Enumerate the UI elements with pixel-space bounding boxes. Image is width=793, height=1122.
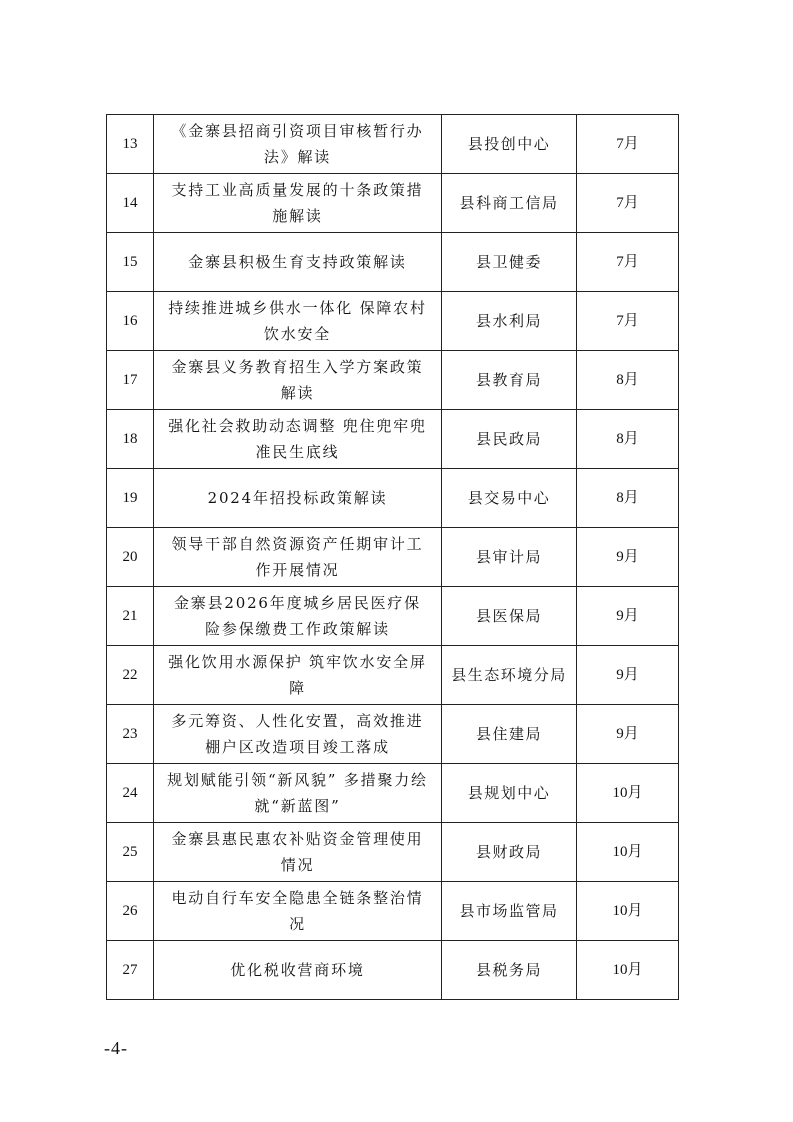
row-department: 县审计局 (442, 528, 577, 587)
row-month: 10月 (577, 941, 679, 1000)
row-department: 县科商工信局 (442, 174, 577, 233)
row-month: 7月 (577, 174, 679, 233)
table-row (107, 941, 679, 1000)
row-title: 强化社会救助动态调整 兜住兜牢兜准民生底线 (154, 410, 442, 469)
row-title: 强化饮用水源保护 筑牢饮水安全屏障 (154, 646, 442, 705)
row-month: 9月 (577, 528, 679, 587)
row-title: 电动自行车安全隐患全链条整治情况 (154, 882, 442, 941)
row-department: 县税务局 (442, 941, 577, 1000)
row-number: 23 (107, 705, 154, 764)
row-department: 县教育局 (442, 351, 577, 410)
row-number: 17 (107, 351, 154, 410)
row-number: 26 (107, 882, 154, 941)
row-title: 优化税收营商环境 (154, 941, 442, 1000)
row-month: 10月 (577, 882, 679, 941)
row-number: 22 (107, 646, 154, 705)
row-department: 县市场监管局 (442, 882, 577, 941)
table-row (107, 528, 679, 587)
row-department: 县财政局 (442, 823, 577, 882)
row-title: 金寨县惠民惠农补贴资金管理使用情况 (154, 823, 442, 882)
row-month: 10月 (577, 764, 679, 823)
table-row (107, 469, 679, 528)
row-title: 领导干部自然资源资产任期审计工作开展情况 (154, 528, 442, 587)
row-department: 县卫健委 (442, 233, 577, 292)
row-month: 9月 (577, 705, 679, 764)
row-month: 8月 (577, 469, 679, 528)
table-row (107, 587, 679, 646)
row-department: 县交易中心 (442, 469, 577, 528)
row-number: 19 (107, 469, 154, 528)
table-row (107, 115, 679, 174)
row-number: 21 (107, 587, 154, 646)
table-row (107, 351, 679, 410)
row-title: 规划赋能引领“新风貌” 多措聚力绘就“新蓝图” (154, 764, 442, 823)
table-row (107, 233, 679, 292)
row-month: 7月 (577, 233, 679, 292)
row-month: 9月 (577, 646, 679, 705)
page-number: -4- (104, 1038, 128, 1058)
row-number: 24 (107, 764, 154, 823)
row-title: 支持工业高质量发展的十条政策措施解读 (154, 174, 442, 233)
policy-interpretation-table (106, 114, 678, 1000)
row-number: 27 (107, 941, 154, 1000)
row-month: 8月 (577, 351, 679, 410)
table-row (107, 764, 679, 823)
table-row (107, 882, 679, 941)
row-month: 7月 (577, 292, 679, 351)
row-department: 县住建局 (442, 705, 577, 764)
row-department: 县医保局 (442, 587, 577, 646)
row-number: 16 (107, 292, 154, 351)
row-department: 县投创中心 (442, 115, 577, 174)
table-row (107, 646, 679, 705)
row-month: 9月 (577, 587, 679, 646)
row-title: 金寨县2026年度城乡居民医疗保险参保缴费工作政策解读 (154, 587, 442, 646)
row-number: 15 (107, 233, 154, 292)
row-department: 县水利局 (442, 292, 577, 351)
row-title: 金寨县积极生育支持政策解读 (154, 233, 442, 292)
table-row (107, 174, 679, 233)
table-row (107, 705, 679, 764)
row-title: 《金寨县招商引资项目审核暂行办法》解读 (154, 115, 442, 174)
row-department: 县生态环境分局 (442, 646, 577, 705)
row-title: 金寨县义务教育招生入学方案政策解读 (154, 351, 442, 410)
table-row (107, 292, 679, 351)
table-row (107, 410, 679, 469)
row-number: 20 (107, 528, 154, 587)
row-title: 2024年招投标政策解读 (154, 469, 442, 528)
row-title: 多元筹资、人性化安置，高效推进棚户区改造项目竣工落成 (154, 705, 442, 764)
row-month: 10月 (577, 823, 679, 882)
table-row (107, 823, 679, 882)
row-month: 7月 (577, 115, 679, 174)
row-department: 县民政局 (442, 410, 577, 469)
row-title: 持续推进城乡供水一体化 保障农村饮水安全 (154, 292, 442, 351)
row-number: 13 (107, 115, 154, 174)
row-number: 18 (107, 410, 154, 469)
row-number: 25 (107, 823, 154, 882)
row-department: 县规划中心 (442, 764, 577, 823)
row-number: 14 (107, 174, 154, 233)
row-month: 8月 (577, 410, 679, 469)
